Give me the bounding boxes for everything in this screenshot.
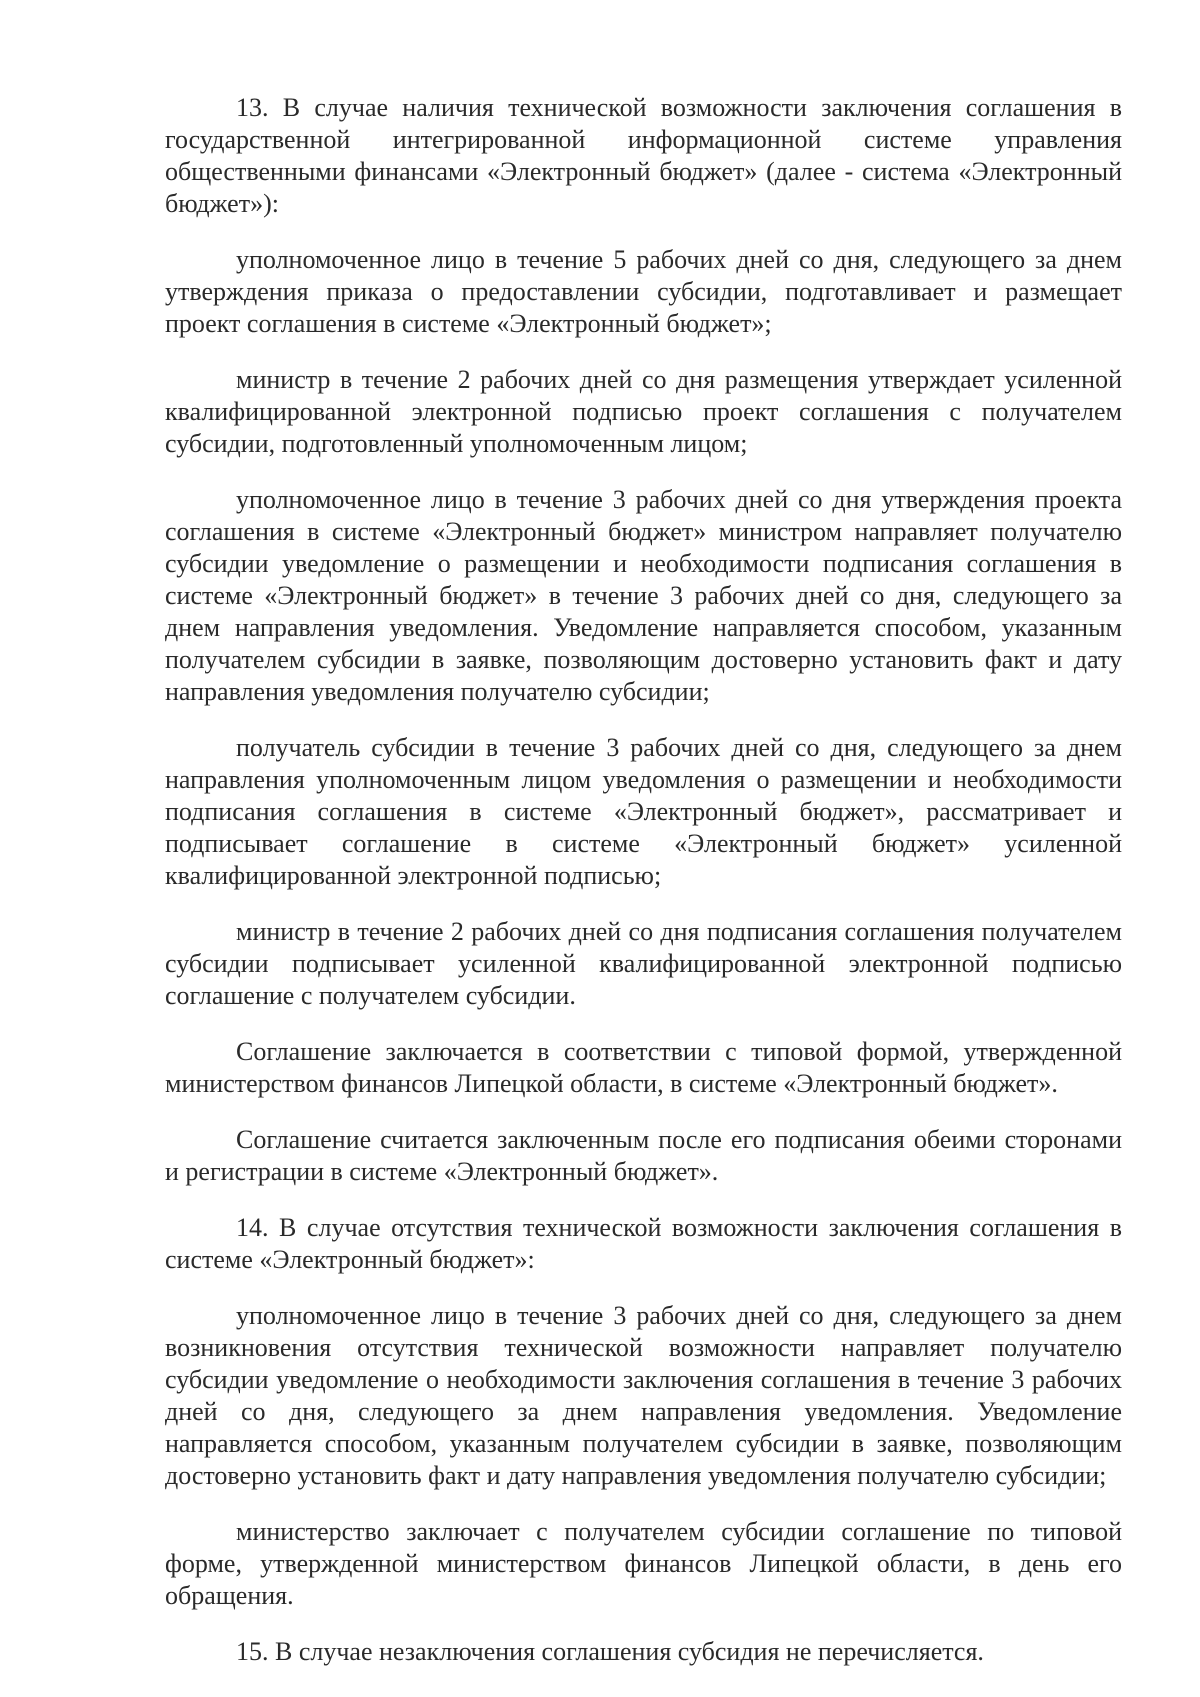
paragraph-15: 15. В случае незаключения соглашения субсидия не перечисляется. xyxy=(236,1637,984,1666)
paragraph-13-step-4: получатель субсидии в течение 3 рабочих дней со дня, следующего за днем направления уполномоченным лицом уведомления о размещении и необходимости подписания соглашения в системе «Электронный бюджет», рассматривает и подписывает соглашение в системе «Электронный бюджет» усиленной квалифицированной электронной подписью; xyxy=(165,733,1122,890)
paragraph-14-step-2: министерство заключает с получателем субсидии соглашение по типовой форме, утвержденной министерством финансов Липецкой области, в день его обращения. xyxy=(165,1517,1122,1610)
paragraph-13-concluded: Соглашение считается заключенным после его подписания обеими сторонами и регистрации в системе «Электронный бюджет». xyxy=(165,1125,1122,1186)
document-body xyxy=(165,92,1122,1668)
paragraph-13-step-1: уполномоченное лицо в течение 5 рабочих дней со дня, следующего за днем утверждения приказа о предоставлении субсидии, подготавливает и размещает проект соглашения в системе «Электронный бюджет»; xyxy=(165,245,1122,338)
paragraph-13-heading: 13. В случае наличия технической возможности заключения соглашения в государственной интегрированной информационной системе управления общественными финансами «Электронный бюджет» (далее - система «Электронный бюджет»): xyxy=(165,93,1122,218)
paragraph-13-step-2: министр в течение 2 рабочих дней со дня размещения утверждает усиленной квалифицированной электронной подписью проект соглашения с получателем субсидии, подготовленный уполномоченным лицом; xyxy=(165,365,1122,458)
paragraph-14-heading: 14. В случае отсутствия технической возможности заключения соглашения в системе «Электронный бюджет»: xyxy=(165,1213,1122,1274)
paragraph-14-step-1: уполномоченное лицо в течение 3 рабочих дней со дня, следующего за днем возникновения отсутствия технической возможности направляет получателю субсидии уведомление о необходимости заключения соглашения в течение 3 рабочих дней со дня, следующего за днем направления уведомления. Уведомление направляется способом, указанным получателем субсидии в заявке, позволяющим достоверно установить факт и дату направления уведомления получателю субсидии; xyxy=(165,1301,1122,1490)
paragraph-13-step-5: министр в течение 2 рабочих дней со дня подписания соглашения получателем субсидии подписывает усиленной квалифицированной электронной подписью соглашение с получателем субсидии. xyxy=(165,917,1122,1010)
paragraph-13-typical-form: Соглашение заключается в соответствии с типовой формой, утвержденной министерством финансов Липецкой области, в системе «Электронный бюджет». xyxy=(165,1037,1122,1098)
paragraph-13-step-3: уполномоченное лицо в течение 3 рабочих дней со дня утверждения проекта соглашения в системе «Электронный бюджет» министром направляет получателю субсидии уведомление о размещении и необходимости подписания соглашения в системе «Электронный бюджет» в течение 3 рабочих дней со дня, следующего за днем направления уведомления. Уведомление направляется способом, указанным получателем субсидии в заявке, позволяющим достоверно установить факт и дату направления уведомления получателю субсидии; xyxy=(165,485,1122,706)
